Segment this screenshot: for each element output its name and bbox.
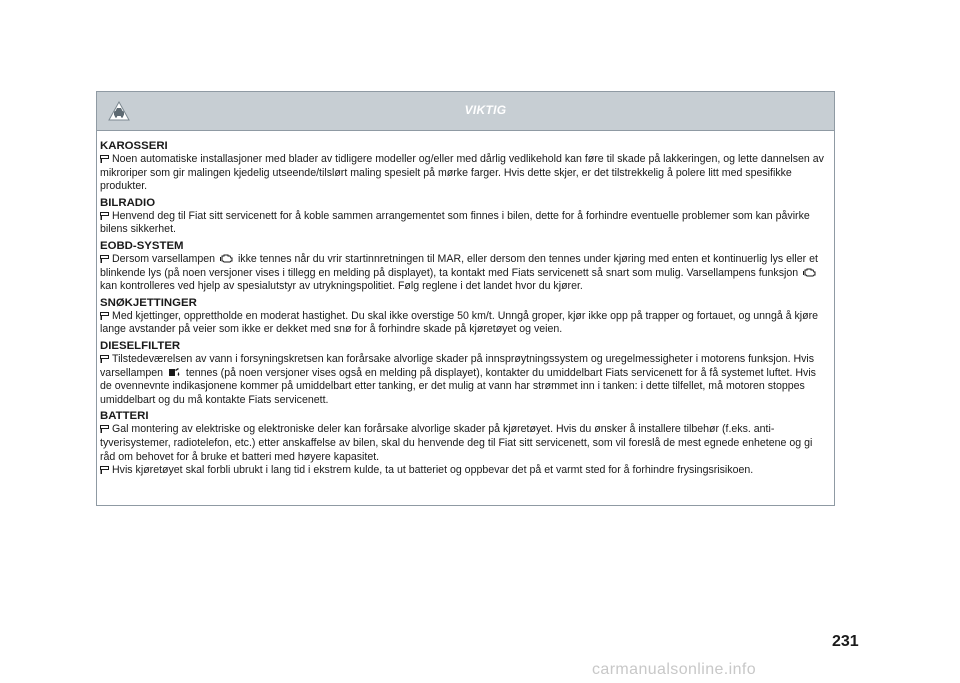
section-heading-snokjettinger: SNØKJETTINGER [100, 296, 197, 309]
paragraph-batteri-2 [100, 464, 830, 478]
paragraph-text: Gal montering av elektriske og elektroniske deler kan forårsake alvorlige skader på kjøretøyet. Hvis du ønsker å installere tilbehør (f.eks. anti-tyverisystemer, radiotelefon, etc.) etter anskaffelse av bilen, skal du henvende deg til Fiat sitt servicenett, som vil foreslå de mest egnede enhetene og gi råd om behovet for å bruke et batteri med høyere kapasitet. [100, 423, 813, 463]
paragraph-text: Med kjettinger, opprettholde en moderat hastighet. Du skal ikke overstige 50 km/t. Unngå groper, kjør ikke opp på trapper og fortauet, og unngå å kjøre lange avstander på veier som ikke er dekket med snø for å forhindre skade på kjøretøyet og veien. [100, 309, 819, 336]
section-heading-dieselfilter: DIESELFILTER [100, 339, 181, 352]
paragraph-bilradio [100, 210, 830, 237]
paragraph-text: Hvis kjøretøyet skal forbli ubrukt i lang tid i ekstrem kulde, ta ut batteriet og oppbevar det på et varmt sted for å forhindre frysingsrisikoen. [112, 464, 754, 477]
paragraph-text: Henvend deg til Fiat sitt servicenett for å koble sammen arrangementet som finnes i bilen, dette for å forhindre eventuelle problemer som kan påvirke bilens sikkerhet. [100, 209, 810, 236]
water-in-fuel-icon [168, 367, 181, 377]
watermark: carmanualsonline.info [592, 661, 757, 678]
paragraph-eobd [100, 253, 830, 294]
paragraph-text: ikke tennes når du vrir startinnretningen til MAR, eller dersom den tennes under kjøring med enten et kontinuerlig lys eller et blinkende lys (på noen versjoner vises i tillegg en melding på displayet), ta kontakt med Fiats servicenett så snart som mulig. Varsellampens funksjon [100, 252, 818, 279]
bullet-marker-icon [100, 355, 109, 363]
paragraph-snokjettinger [100, 310, 830, 337]
bullet-marker-icon [100, 425, 109, 433]
bullet-marker-icon [100, 312, 109, 320]
bullet-marker-icon [100, 255, 109, 263]
paragraph-text: Dersom varsellampen [112, 252, 216, 265]
paragraph-text: Tilstedeværelsen av vann i forsyningskretsen kan forårsake alvorlige skader på innsprøytningssystem og uregelmessigheter i motorens funksjon. Hvis varsellampen [100, 352, 815, 379]
engine-warning-icon [803, 267, 816, 277]
paragraph-text: Noen automatiske installasjoner med blader av tidligere modeller og/eller med dårlig vedlikehold kan føre til skade på lakkeringen, og lette dannelsen av mikroriper som gir malingen kjedelig utseende/tilslørt maling spesielt på mørke farger. Hvis dette skjer, er det tilstrekkelig å polere litt med spesifikke produkter. [100, 153, 824, 193]
paragraph-batteri-1 [100, 423, 830, 464]
section-heading-bilradio: BILRADIO [100, 196, 156, 209]
bullet-marker-icon [100, 466, 109, 474]
paragraph-karosseri [100, 153, 830, 194]
bullet-marker-icon [100, 212, 109, 220]
paragraph-text: kan kontrolleres ved hjelp av spesialutstyr av utrykningspolitiet. Følg reglene i det landet hvor du kjører. [100, 280, 583, 293]
notice-title: VIKTIG [464, 103, 507, 117]
engine-warning-icon [220, 253, 233, 263]
page-number: 231 [832, 633, 859, 650]
paragraph-text: tennes (på noen versjoner vises også en melding på displayet), kontakter du umiddelbart Fiats servicenett for å få systemet luftet. Hvis de ovennevnte indikasjonene kommer på umiddelbart etter tanking, er det mulig at vann har strømmet inn i tanken: i dette tilfellet, må motoren stoppes umiddelbart og du må kontakte Fiats servicenett. [100, 366, 816, 406]
notice-header [97, 92, 834, 131]
section-heading-batteri: BATTERI [100, 410, 149, 423]
bullet-marker-icon [100, 155, 109, 163]
section-heading-karosseri: KAROSSERI [100, 140, 168, 152]
paragraph-dieselfilter [100, 353, 830, 407]
notice-body [97, 131, 834, 478]
important-notice-box [96, 91, 835, 506]
section-heading-eobd: EOBD-SYSTEM [100, 239, 184, 252]
